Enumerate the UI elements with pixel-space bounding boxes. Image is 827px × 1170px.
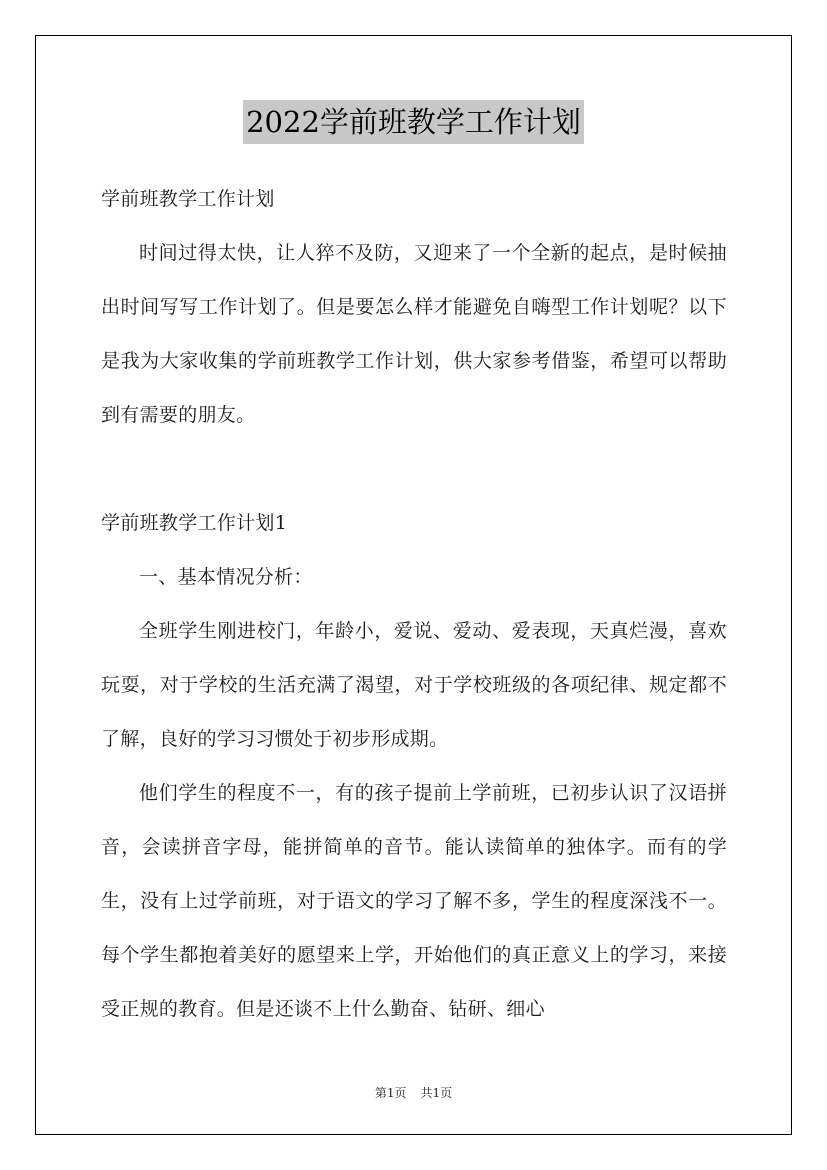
section-heading: 学前班教学工作计划1 [101, 512, 288, 534]
document-subtitle: 学前班教学工作计划 [101, 188, 275, 210]
title-container [0, 100, 827, 144]
document-title: 2022学前班教学工作计划 [243, 100, 584, 144]
page-number: 第1页 [374, 1086, 407, 1100]
page-total: 共1页 [420, 1086, 453, 1100]
document-body [101, 172, 727, 1036]
body-paragraph-2: 他们学生的程度不一，有的孩子提前上学前班，已初步认识了汉语拼音，会读拼音字母，能拼简单的音节。能认读简单的独体字。而有的学生，没有上过学前班，对于语文的学习了解不多，学生的程度深浅不一。每个学生都抱着美好的愿望来上学，开始他们的真正意义上的学习，来接受正规的教育。但是还谈不上什么勤奋、钻研、细心 [101, 782, 727, 1020]
sub-heading: 一、基本情况分析： [139, 566, 313, 588]
body-paragraph-1: 全班学生刚进校门，年龄小，爱说、爱动、爱表现，天真烂漫，喜欢玩耍，对于学校的生活充满了渴望，对于学校班级的各项纪律、规定都不了解，良好的学习习惯处于初步形成期。 [101, 620, 727, 750]
intro-paragraph: 时间过得太快，让人猝不及防，又迎来了一个全新的起点，是时候抽出时间写写工作计划了。但是要怎么样才能避免自嗨型工作计划呢？以下是我为大家收集的学前班教学工作计划，供大家参考借鉴，希望可以帮助到有需要的朋友。 [101, 242, 727, 426]
page-footer [0, 1084, 827, 1101]
